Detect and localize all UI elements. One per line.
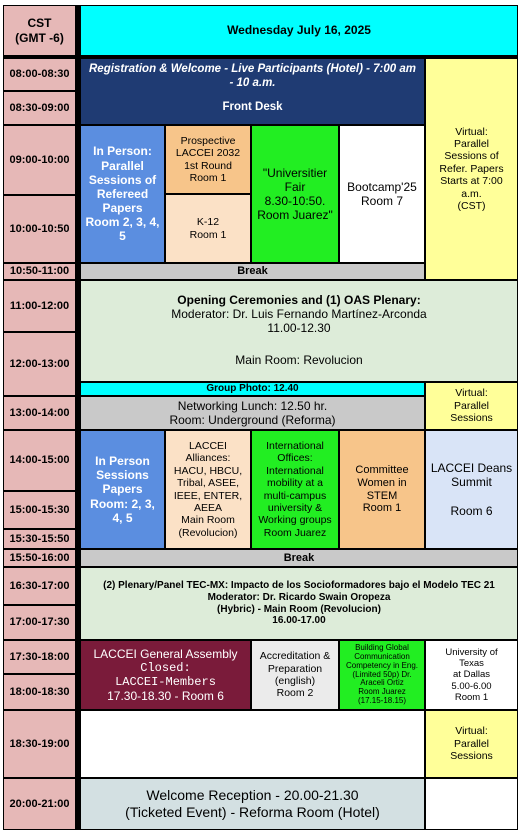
opening-ceremonies-block	[80, 280, 518, 382]
time-slot: 11:00-12:00	[3, 280, 76, 332]
empty-slot	[425, 778, 518, 830]
gmt-offset: (GMT -6)	[15, 30, 64, 45]
group-photo-label: Group Photo: 12.40	[206, 383, 299, 395]
assembly-closed: Closed:	[140, 660, 191, 675]
time-slot: 17:30-18:00	[3, 640, 76, 674]
time-slot: 09:00-10:00	[3, 125, 76, 195]
plenary2-hybrid: (Hybric) - Main Room (Revolucion)	[217, 603, 381, 615]
time-slot: 14:00-15:00	[3, 430, 76, 491]
time-slot: 15:50-16:00	[3, 549, 76, 567]
time-slot: 16:30-17:00	[3, 567, 76, 605]
deans-summit-session: LACCEI Deans Summit Room 6	[425, 430, 518, 549]
welcome-reception-block	[80, 778, 425, 830]
front-desk-label: Front Desk	[222, 101, 283, 114]
assembly-title: LACCEI General Assembly	[93, 646, 238, 661]
women-in-stem-session: Committee Women in STEM Room 1	[339, 430, 425, 549]
time-slot: 12:00-13:00	[3, 332, 76, 396]
time-slot: 18:30-19:00	[3, 710, 76, 778]
date-title: Wednesday July 16, 2025	[227, 23, 371, 38]
lunch-line2: Room: Underground (Reforma)	[169, 413, 336, 427]
registration-line1: Registration & Welcome - Live Participants (Hotel) - 7:00 am	[89, 63, 416, 75]
time-slot: 15:00-15:30	[3, 491, 76, 529]
break-row	[80, 263, 425, 280]
lunch-line1: Networking Lunch: 12.50 hr.	[177, 398, 328, 413]
timezone-label: CST	[27, 16, 52, 31]
university-fair-session: "Universitier Fair 8.30-10:50. Room Juarez"	[251, 125, 339, 263]
break-label: Break	[237, 265, 268, 278]
group-photo-row	[80, 382, 425, 396]
schedule-grid	[3, 5, 518, 830]
laccei-alliances-session: LACCEI Alliances: HACU, HBCU, Tribal, ASEE, IEEE, ENTER, AEEA Main Room (Revolucion)	[165, 430, 251, 549]
global-communication-session: Building Global Communication Competency in Eng. (Limited 50p) Dr. Araceli Ortiz Room Juarez (17.15-18.15)	[339, 640, 425, 710]
accreditation-session: Accreditation & Preparation (english) Room 2	[251, 640, 339, 710]
general-assembly-block	[80, 640, 251, 710]
time-slot: 15:30-15:50	[3, 529, 76, 549]
time-slot: 10:00-10:50	[3, 195, 76, 263]
time-slot: 17:00-17:30	[3, 605, 76, 640]
timezone-header	[3, 5, 76, 56]
time-slot: 08:30-09:00	[3, 91, 76, 125]
opening-title: Opening Ceremonies and (1) OAS Plenary:	[177, 293, 421, 307]
opening-time: 11.00-12.30	[267, 321, 331, 336]
empty-slot	[80, 710, 425, 778]
time-slot: 13:00-14:00	[3, 396, 76, 430]
plenary2-time: 16.00-17.00	[272, 615, 326, 627]
break-row	[80, 549, 518, 567]
plenary2-title: (2) Plenary/Panel TEC-MX: Impacto de los Socioformadores bajo el Modelo TEC 21	[103, 579, 495, 591]
in-person-refereed-sessions: In Person: Parallel Sessions of Refereed Papers Room 2, 3, 4, 5	[80, 125, 165, 263]
time-slot: 08:00-08:30	[3, 58, 76, 91]
networking-lunch-block	[80, 396, 425, 430]
plenary-tec-mx-block	[80, 567, 518, 640]
bootcamp-session: Bootcamp'25 Room 7	[339, 125, 425, 263]
reception-line1: Welcome Reception - 20.00-21.30	[146, 787, 359, 804]
opening-room: Main Room: Revolucion	[235, 353, 363, 368]
ut-dallas-session: University of Texas at Dallas 5.00-6.00 Room 1	[425, 640, 518, 710]
prospective-laccei-session: Prospective LACCEI 2032 1st Round Room 1	[165, 125, 251, 194]
time-slot: 18:00-18:30	[3, 674, 76, 710]
virtual-refereed-sessions: Virtual: Parallel Sessions of Refer. Papers Starts at 7:00 a.m. (CST)	[425, 58, 518, 280]
time-slot: 10:50-11:00	[3, 263, 76, 280]
virtual-sessions: Virtual: Parallel Sessions	[425, 382, 518, 430]
registration-line2: - 10 a.m.	[229, 76, 276, 89]
assembly-room: 17.30-18.30 - Room 6	[107, 689, 224, 704]
reception-line2: (Ticketed Event) - Reforma Room (Hotel)	[125, 804, 380, 820]
date-header	[80, 5, 518, 56]
assembly-members: LACCEI-Members	[115, 675, 216, 689]
k12-session: K-12 Room 1	[165, 194, 251, 263]
international-offices-session: International Offices: International mobility at a multi-campus university & Working groups Room Juarez	[251, 430, 339, 549]
registration-block	[80, 58, 425, 125]
in-person-sessions-papers: In Person Sessions Papers Room: 2, 3, 4, 5	[80, 430, 165, 549]
break-label: Break	[283, 551, 315, 564]
opening-moderator: Moderator: Dr. Luis Fernando Martínez-Arconda	[171, 307, 427, 322]
virtual-sessions: Virtual: Parallel Sessions	[425, 710, 518, 778]
time-slot: 20:00-21:00	[3, 778, 76, 830]
plenary2-moderator: Moderator: Dr. Ricardo Swain Oropeza	[207, 591, 391, 603]
